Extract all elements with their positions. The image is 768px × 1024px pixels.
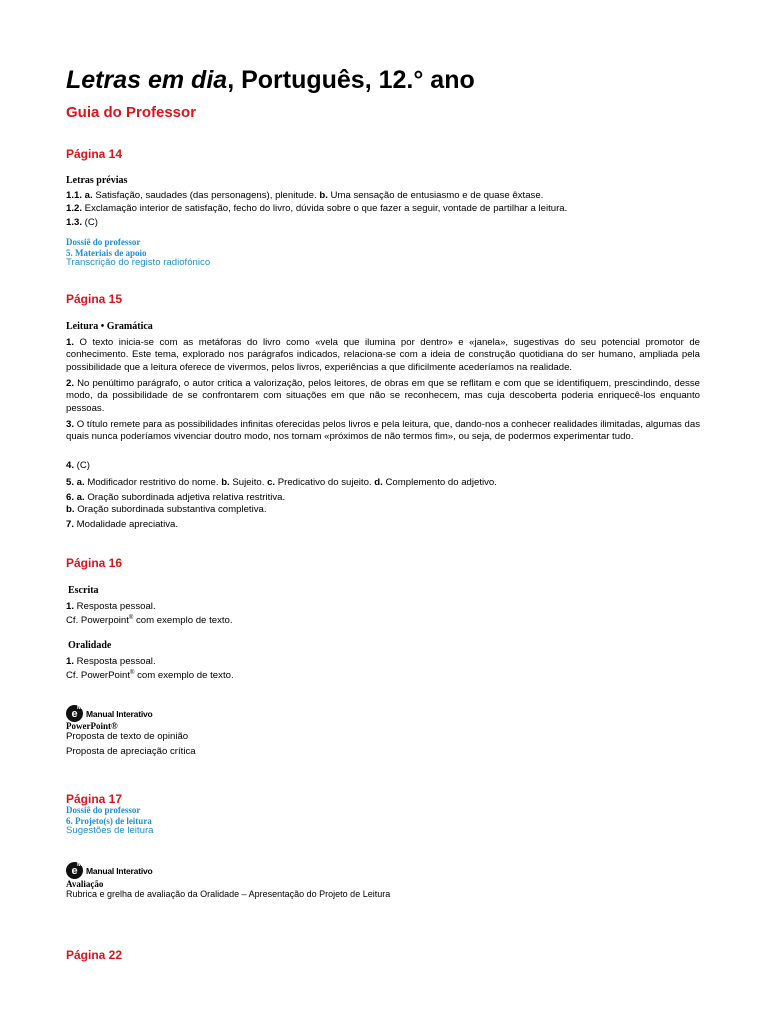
dossie-link-transcricao[interactable]: Transcrição do registo radiofónico [66,257,211,268]
powerpoint-item-apreciacao[interactable]: Proposta de apreciação crítica [66,746,196,757]
powerpoint-label: PowerPoint® [66,721,118,731]
page-title: Letras em dia, Português, 12.° ano [66,66,475,94]
dossie-block-17 [66,805,153,837]
answer-15-4: 4. (C) [66,460,90,471]
page-17-heading: Página 17 [66,792,123,806]
page-15-heading: Página 15 [66,292,123,306]
answer-15-7: 7. Modalidade apreciativa. [66,519,179,530]
manual-interativo-icon: e $^M$ [66,862,83,879]
dossie-section: 6. Projeto(s) de leitura [66,815,152,826]
manual-interativo-link-2[interactable]: e $^M$ Manual Interativo [66,862,153,879]
avaliacao-label: Avaliação [66,879,104,889]
answer-15-1: 1. O texto inicia-se com as metáforas do livro como «vela que ilumina por dentro» e «janela», sugestivas do seu potencial promotor de conhecimento. Este tema, explorado nos parágrafos indicados, relaciona-se com a ideia de construção quotidiana do ser humano, ampliada pela possibilidade que a leitura oferece de vivermos, pelos livros, experiências a que dificilmente acederíamos na realidade. [66,337,700,373]
answer-1-1: 1.1. a. Satisfação, saudades (das personagens), plenitude. b. Uma sensação de entusiasmo e de quase êxtase. [66,190,544,201]
avaliacao-item[interactable]: Rubrica e grelha de avaliação da Oralidade – Apresentação do Projeto de Leitura [66,889,391,899]
answer-15-3: 3. O título remete para as possibilidades infinitas oferecidas pelos livros e pela leitura, que, dando-nos a conhecer realidades ilimitadas, algumas das quais nunca poderíamos vivenciar doutro modo, nos tornam «próximos de não termos fim», ou seja, de podermos experimentar tudo. [66,419,700,443]
dossie-link-sugestoes[interactable]: Sugestões de leitura [66,825,154,836]
dossie-title: Dossiê do professor [66,237,141,247]
page-subtitle: Guia do Professor [66,104,197,121]
escrita-1: 1. Resposta pessoal. [66,601,156,612]
page-22-heading: Página 22 [66,948,123,962]
oralidade-cf: Cf. PowerPoint® com exemplo de texto. [66,670,234,682]
section-leitura-gramatica: Leitura • Gramática [66,321,153,332]
page-14-heading: Página 14 [66,147,123,161]
answer-1-2: 1.2. Exclamação interior de satisfação, fecho do livro, dúvida sobre o que fazer a seguir, vontade de partilhar a leitura. [66,203,568,214]
section-oralidade: Oralidade [68,640,112,651]
answer-15-6a: 6. a. Oração subordinada adjetiva relativa restritiva. [66,492,286,503]
dossie-section: 5. Materiais de apoio [66,247,147,258]
section-escrita: Escrita [68,585,99,596]
manual-interativo-icon: e $^M$ [66,705,83,722]
manual-interativo-link[interactable]: e $^M$ Manual Interativo [66,705,153,722]
answer-15-2: 2. No penúltimo parágrafo, o autor critica a valorização, pelos leitores, de obras em que se reflitam e com que se identifiquem, prescindindo, desse modo, da possibilidade de se confrontarem com situações em que não se reconhecem, mas cuja descoberta poderia enriquecê-los enquanto pessoas. [66,378,700,414]
dossie-title: Dossiê do professor [66,805,141,815]
powerpoint-item-opiniao[interactable]: Proposta de texto de opinião [66,731,189,742]
page-16-heading: Página 16 [66,556,123,570]
dossie-block-14 [66,237,210,269]
escrita-cf: Cf. Powerpoint® com exemplo de texto. [66,615,233,627]
answer-15-6b: b. Oração subordinada substantiva completiva. [66,504,267,515]
section-letras-previas: Letras prévias [66,175,128,186]
answer-15-5: 5. a. Modificador restritivo do nome. b. Sujeito. c. Predicativo do sujeito. d. Complemento do adjetivo. [66,477,497,488]
oralidade-1: 1. Resposta pessoal. [66,656,156,667]
answer-1-3: 1.3. (C) [66,217,98,228]
